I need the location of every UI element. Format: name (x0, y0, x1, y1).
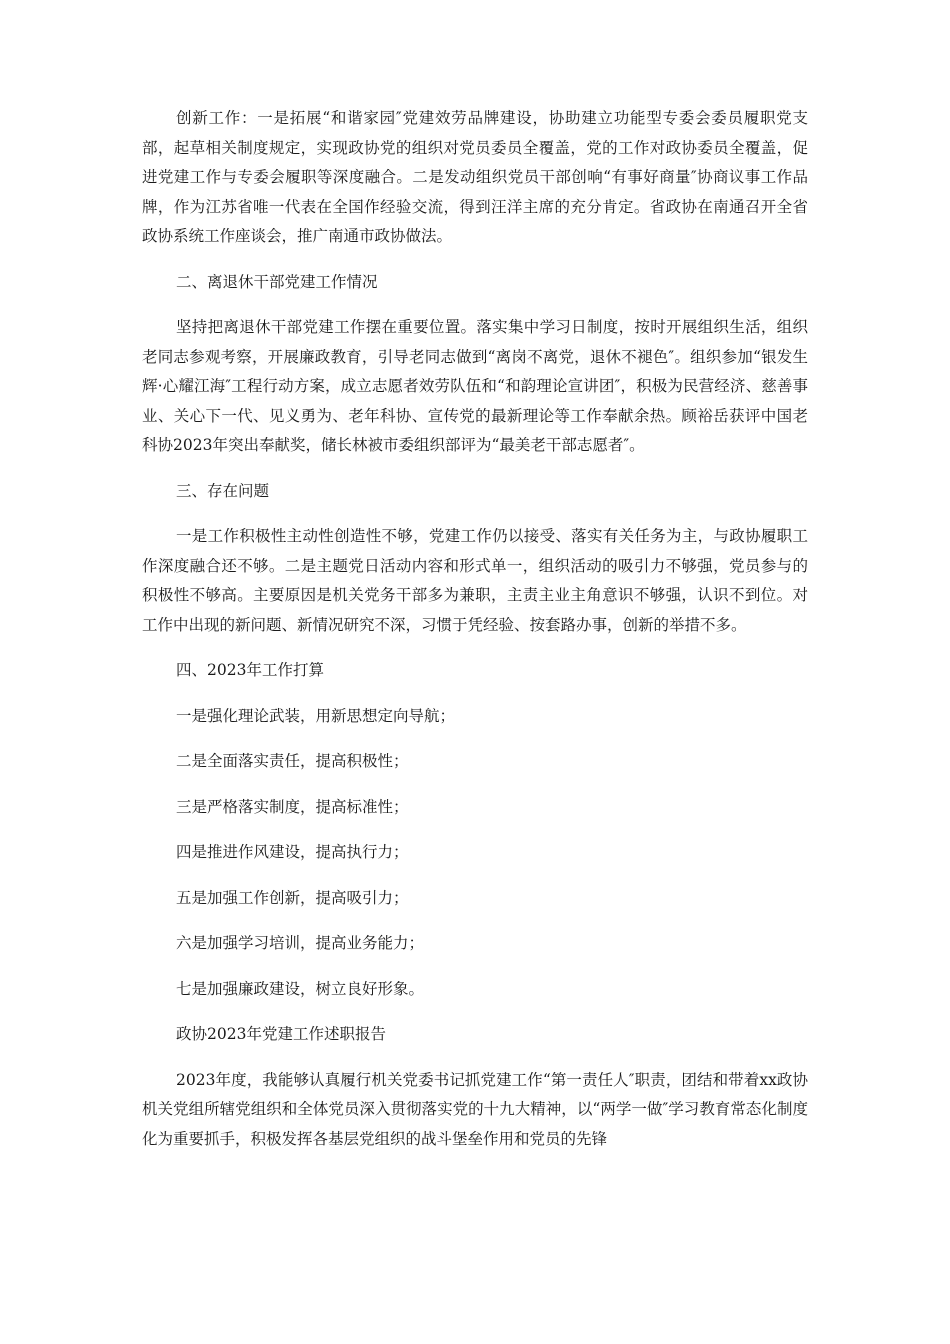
heading-problems: 三、存在问题 (176, 481, 270, 500)
paragraph-problems: 一是工作积极性主动性创造性不够，党建工作仍以接受、落实有关任务为主，与政协履职工作深度融合还不够。二是主题党日活动内容和形式单一，组织活动的吸引力不够强，党员参与的积极性不够高。主要原因是机关党务干部多为兼职，主责主业主角意识不够强，认识不到位。对工作中出现的新问题、新情况研究不深，习惯于凭经验、按套路办事，创新的举措不多。 (142, 527, 808, 634)
paragraph-retired-cadres: 坚持把离退休干部党建工作摆在重要位置。落实集中学习日制度，按时开展组织生活，组织老同志参观考察，开展廉政教育，引导老同志做到“离岗不离党，退休不褪色″。组织参加“银发生辉·心耀江海″工程行动方案，成立志愿者效劳队伍和“和韵理论宣讲团″，积极为民营经济、慈善事业、关心下一代、见义勇为、老年科协、宣传党的最新理论等工作奉献余热。顾裕岳获评中国老科协2023年突出奉献奖，储长林被市委组织部评为“最美老干部志愿者″。 (142, 318, 808, 454)
heading-work-plans: 四、2023年工作打算 (176, 661, 324, 679)
plan-item: 一是强化理论武装，用新思想定向导航； (176, 706, 456, 725)
plan-item: 七是加强廉政建设，树立良好形象。 (176, 979, 425, 998)
paragraph-innovation: 创新工作：一是拓展“和谐家园″党建效劳品牌建设，协助建立功能型专委会委员履职党支部，起草相关制度规定，实现政协党的组织对党员委员全覆盖，党的工作对政协委员全覆盖，促进党建工作与专委会履职等深度融合。二是发动组织党员干部创响“有事好商量″协商议事工作品牌，作为江苏省唯一代表在全国作经验交流，得到汪洋主席的充分肯定。省政协在南通召开全省政协系统工作座谈会，推广南通市政协做法。 (142, 109, 808, 245)
document-body (142, 104, 808, 1170)
plan-item: 四是推进作风建设，提高执行力； (176, 843, 409, 861)
plan-item: 五是加强工作创新，提高吸引力； (176, 888, 409, 907)
report-title: 政协2023年党建工作述职报告 (176, 1025, 386, 1043)
plan-item: 三是严格落实制度，提高标准性； (176, 797, 409, 816)
plan-item: 六是加强学习培训，提高业务能力； (176, 934, 425, 952)
plan-item: 二是全面落实责任，提高积极性； (176, 752, 409, 770)
heading-retired-cadres: 二、离退休干部党建工作情况 (176, 272, 378, 291)
paragraph-report: 2023年度，我能够认真履行机关党委书记抓党建工作“第一责任人″职责，团结和带着xx政协机关党组所辖党组织和全体党员深入贯彻落实党的十九大精神，以“两学一做″学习教育常态化制度化为重要抓手，积极发挥各基层党组织的战斗堡垒作用和党员的先锋 (142, 1070, 808, 1148)
